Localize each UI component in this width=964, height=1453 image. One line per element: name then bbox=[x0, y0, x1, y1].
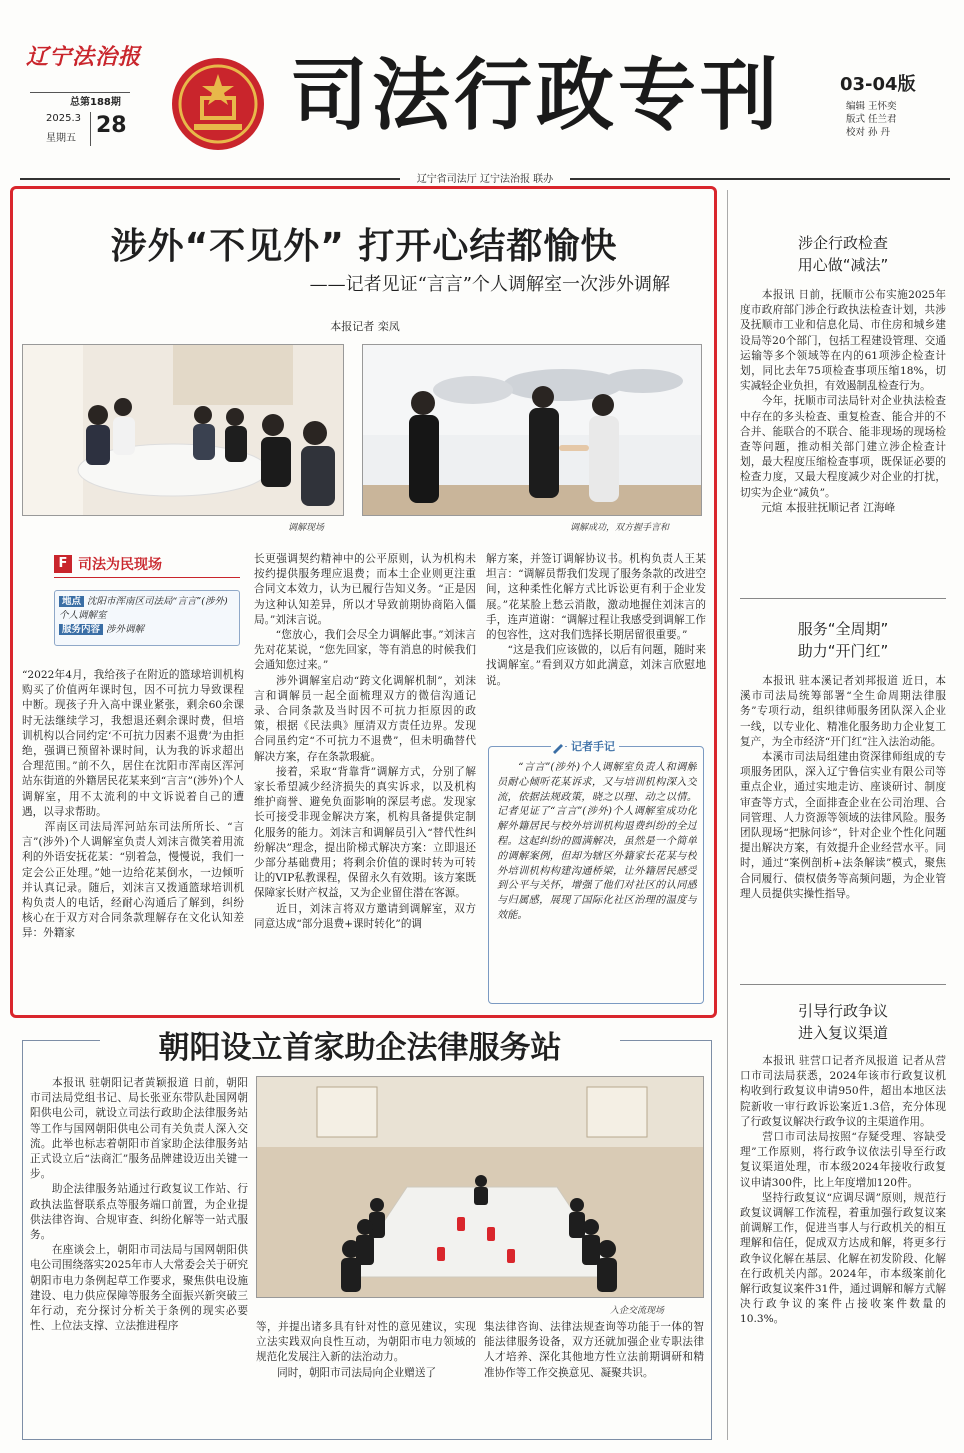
feature-column-3: 解方案，并签订调解协议书。机构负责人王某坦言：“调解员帮我们发现了服务条款的改进空间，这种柔性化解方式比诉讼更有利于企业发展。”花某脸上愁云消散，激动地握住刘沫言的手，连声道谢：“调解过程让我感受到调解工作的包容性，这对我们选择长期居留很重要。” “这是我们应该做的，以后有问题，随时来找调解室。”看到双方如此满意，刘沫言欣慰地说。 bbox=[486, 553, 706, 687]
info-place-label: 地点 bbox=[59, 596, 84, 607]
column-tag-icon: F bbox=[54, 555, 72, 573]
enterprise-meeting-photo bbox=[256, 1076, 704, 1298]
second-column-2: 等，并提出诸多具有针对性的意见建议，实现立法实践双向良性互动，为朝阳市电力领域的规范化发展注入新的法治动力。 同时，朝阳市司法局向企业赠送了 bbox=[256, 1321, 476, 1379]
note-title: 记者手记 bbox=[567, 738, 619, 754]
paper-logo: 辽宁法治报 bbox=[26, 44, 142, 70]
second-column-1: 本报讯 驻朝阳记者黄颖报道 日前，朝阳市司法局党组书记、局长张亚东带队赴国网朝阳供电公司，就设立司法行政助企法律服务站等工作与国网朝阳供电公司有关负责人深入交流。此举也标志着朝阳市首家助企法律服务站正式设立后“法商汇”服务品牌建设迈出关键一步。 助企法律服务站通过行政复议工作站、行政执法监督联系点等服务端口前置，为企业提供法律咨询、合规审查、纠纷化解等一站式服务。 在座谈会上，朝阳市司法局与国网朝阳供电公司围绕落实2025年市人大常委会关于研究朝阳市电力条例起草工作要求，聚焦供电设施建设、电力供应保障等服务全面振兴新突破三年行动，充分探讨分析关于条例的现实必要性、上位法支撑、立法推进程序 bbox=[30, 1077, 248, 1333]
issue-number: 总第188期 bbox=[70, 97, 121, 108]
credit-layout: 版式 任兰君 bbox=[846, 114, 897, 125]
feature-subtitle: ——记者见证“言言”个人调解室一次涉外调解 bbox=[309, 274, 670, 295]
info-place: 沈阳市浑南区司法局“言言”(涉外)个人调解室 bbox=[59, 596, 228, 621]
note-pen-icon bbox=[551, 739, 565, 753]
handshake-photo bbox=[362, 344, 702, 516]
info-box bbox=[54, 590, 240, 646]
feature-title: 涉外“不见外” 打开心结都愉快 bbox=[110, 226, 618, 267]
info-service: 涉外调解 bbox=[106, 624, 145, 635]
sidebar-3-body: 本报讯 驻营口记者齐凤报道 记者从营口市司法局获悉，2024年该市行政复议机构收到行政复议申请950件，超出本地区法院新收一审行政诉讼案近1.3倍，充分体现了行政复议解决行政争议的主渠道作用。 营口市司法局按照“存疑受理、容缺受理”工作原则，将行政争议依法引导至行政复议渠道处理，市本级2024年接收行政复议申请300件，比上年度增加120件。 坚持行政复议“应调尽调”原则，规范行政复议调解工作流程，着重加强行政复议案前调解工作，促进当事人与行政机关的相互理解和信任，促成双方达成和解，将更多行政争议化解在基层、化解在初发阶段、化解在行政机关内部。2024年，市本级案前化解行政复议案件31件，通过调解和解方式解决行政争议的案件占接收案件数量的10.3%。 bbox=[740, 1055, 946, 1326]
sidebar-divider bbox=[727, 190, 728, 1440]
issue-weekday: 星期五 bbox=[46, 133, 76, 144]
second-photo-caption: 入企交流现场 bbox=[610, 1306, 665, 1316]
issue-day: 28 bbox=[96, 113, 127, 138]
sidebar-2-body: 本报讯 驻本溪记者刘邦报道 近日，本溪市司法局统筹部署“全生命周期法律服务”专项行动，组织律师服务团队深入企业一线，以专业化、精准化服务助力企业复工复产，为全市经济“开门红”注入法治动能。 本溪市司法局组建由资深律师组成的专项服务团队，深入辽宁鲁信实业有限公司等重点企业，通过实地走访、座谈研讨、制度审查等方式，全面排查企业在公司治理、合同管理、人力资源等领域的法律风险。服务团队现场“把脉问诊”，针对企业个性化问题提出解决方案，有效提升企业经营水平。同时，通过“案例剖析+法条解读”模式，聚焦合同履行、债权债务等高频问题，为企业管理人员提供实操性指导。 bbox=[740, 675, 946, 900]
reporter-note-box bbox=[488, 740, 704, 1004]
info-service-label: 服务内容 bbox=[59, 624, 103, 635]
sidebar-separator-1 bbox=[740, 598, 946, 599]
sidebar-2-title-line2: 助力“开门红” bbox=[797, 642, 889, 660]
second-article-title: 朝阳设立首家助企法律服务站 bbox=[100, 1026, 620, 1070]
sponsor-line: 辽宁省司法厅 辽宁法治报 联办 bbox=[400, 170, 570, 184]
sidebar-3-title-line2: 进入复议渠道 bbox=[797, 1024, 888, 1042]
credit-editor: 编辑 王怀奕 bbox=[846, 101, 897, 112]
sidebar-1-title-line2: 用心做“减法” bbox=[797, 256, 889, 274]
feature-column-1: “2022年4月，我给孩子在附近的篮球培训机构购买了价值两年课时包，因不可抗力导致课程中断。现孩子升入高中课业紧张，剩余60余课时无法继续学习，我想退还剩余课时费，但培训机构以合同约定‘不可抗力因素不退费’为由拒绝，强调已预留补课时间，认为我的诉求超出合理范围。”前不久，居住在沈阳市浑南区浑河站东街道的外籍居民花某来到“言言”(涉外)个人调解室，用不太流利的中文诉说着自己的遭遇，以寻求帮助。 浑南区司法局浑河站东司法所所长、“言言”(涉外)个人调解室负责人刘沫言微笑着用流利的外语安抚花某：“别着急，慢慢说，我们一定会公正处理。”她一边给花某倒水，一边倾听并认真记录。随后，刘沫言又拨通篮球培训机构负责人的电话，经耐心沟通后了解到，纠纷核心在于双方对合同条款理解存在文化认知差异：外籍家 bbox=[22, 669, 244, 940]
column-tag-rule bbox=[54, 577, 240, 578]
photo1-caption: 调解现场 bbox=[288, 523, 325, 533]
credit-proofreader: 校对 孙 丹 bbox=[846, 127, 891, 138]
emblem-seal-icon bbox=[170, 56, 266, 152]
issue-date: 2025.3 bbox=[46, 113, 81, 124]
page-number: 03-04版 bbox=[840, 74, 916, 95]
sidebar-separator-2 bbox=[740, 984, 946, 985]
section-title: 司法行政专刊 bbox=[290, 51, 783, 141]
date-divider bbox=[90, 112, 91, 146]
sidebar-1-body: 本报讯 日前，抚顺市公布实施2025年度市政府部门涉企行政执法检查计划，共涉及抚顺市工业和信息化局、市住房和城乡建设局等20个部门，包括工程建设管理、交通运输等多个领域等在内的61项涉企检查计划，同比去年75项检查事项压缩18%，切实减轻企业负担，有效遏制乱检查行为。 今年，抚顺市司法局针对企业执法检查中存在的多头检查、重复检查、能合并的不合并、能联合的不联合、能非现场的现场检查等问题，推动相关部门建立涉企检查计划，最大程度压缩检查事项，既保证必要的检查力度，又最大程度减少对企业的打扰，切实为企业“减负”。 元煊 本报驻抚顺记者 江海峰 bbox=[740, 289, 946, 514]
feature-column-2: 长更强调契约精神中的公平原则，认为机构未按约提供服务理应退费；而本土企业则更注重合同文本效力，认为已履行告知义务。“正是因为这种认知差异，所以才导致前期协商陷入僵局。”刘沫言说。 “您放心，我们会尽全力调解此事。”刘沫言先对花某说，“您先回家，等有消息的时候我们会通知您过来。” 涉外调解室启动“跨文化调解机制”，刘沫言和调解员一起全面梳理双方的微信沟通记录、合同条款及当时因不可抗力拒原因的政策，根据《民法典》厘清双方责任边界。发现合同虽约定“不可抗力不退费”，但未明确替代解决方案，存在条款瑕疵。 接着，采取“背靠背”调解方式，分别了解家长希望减少经济损失的真实诉求，以及机构维护商誉、避免负面影响的深层考虑。发现家长可接受非现金解决方案，机构具备提供定制化服务的能力。刘沫言和调解员引入“替代性纠纷解决”理念，提出阶梯式解决方案：立即退还少部分基础费用；将剩余价值的课时转为可转让的VIP私教课程，保留永久有效期。该方案既保障家长财产权益，又为企业留住潜在客源。 近日，刘沫言将双方邀请到调解室，双方同意达成“部分退费+课时转化”的调 bbox=[254, 553, 476, 930]
photo2-caption: 调解成功，双方握手言和 bbox=[570, 523, 670, 533]
second-column-3: 集法律咨询、法律法规查询等功能于一体的智能法律服务设备，双方还就加强企业专职法律人才培养、深化其他地方性立法前期调研和精准协作等工作交换意见、凝聚共识。 bbox=[484, 1321, 704, 1379]
feature-byline: 本报记者 栾凤 bbox=[330, 320, 400, 333]
note-body: “言言”(涉外)个人调解室负责人和调解员耐心倾听花某诉求，又与培训机构深入交流，依据法规政策，晓之以理、动之以情。记者见证了“言言”(涉外)个人调解室成功化解外籍居民与校外培训机构退费纠纷的全过程。这起纠纷的圆满解决，虽然是一个简单的调解案例，但却为辖区外籍家长花某与校外培训机构构建沟通桥梁，让外籍居民感受到公平与关怀，增强了他们对社区的认同感与归属感，展现了国际化社区治理的温度与效能。 bbox=[497, 762, 697, 921]
column-name: 司法为民现场 bbox=[78, 557, 162, 573]
sidebar-1-title-line1: 涉企行政检查 bbox=[797, 234, 888, 252]
sidebar-2-title-line1: 服务“全周期” bbox=[797, 620, 889, 638]
mediation-scene-photo bbox=[22, 344, 344, 516]
sidebar-3-title-line1: 引导行政争议 bbox=[797, 1002, 888, 1020]
